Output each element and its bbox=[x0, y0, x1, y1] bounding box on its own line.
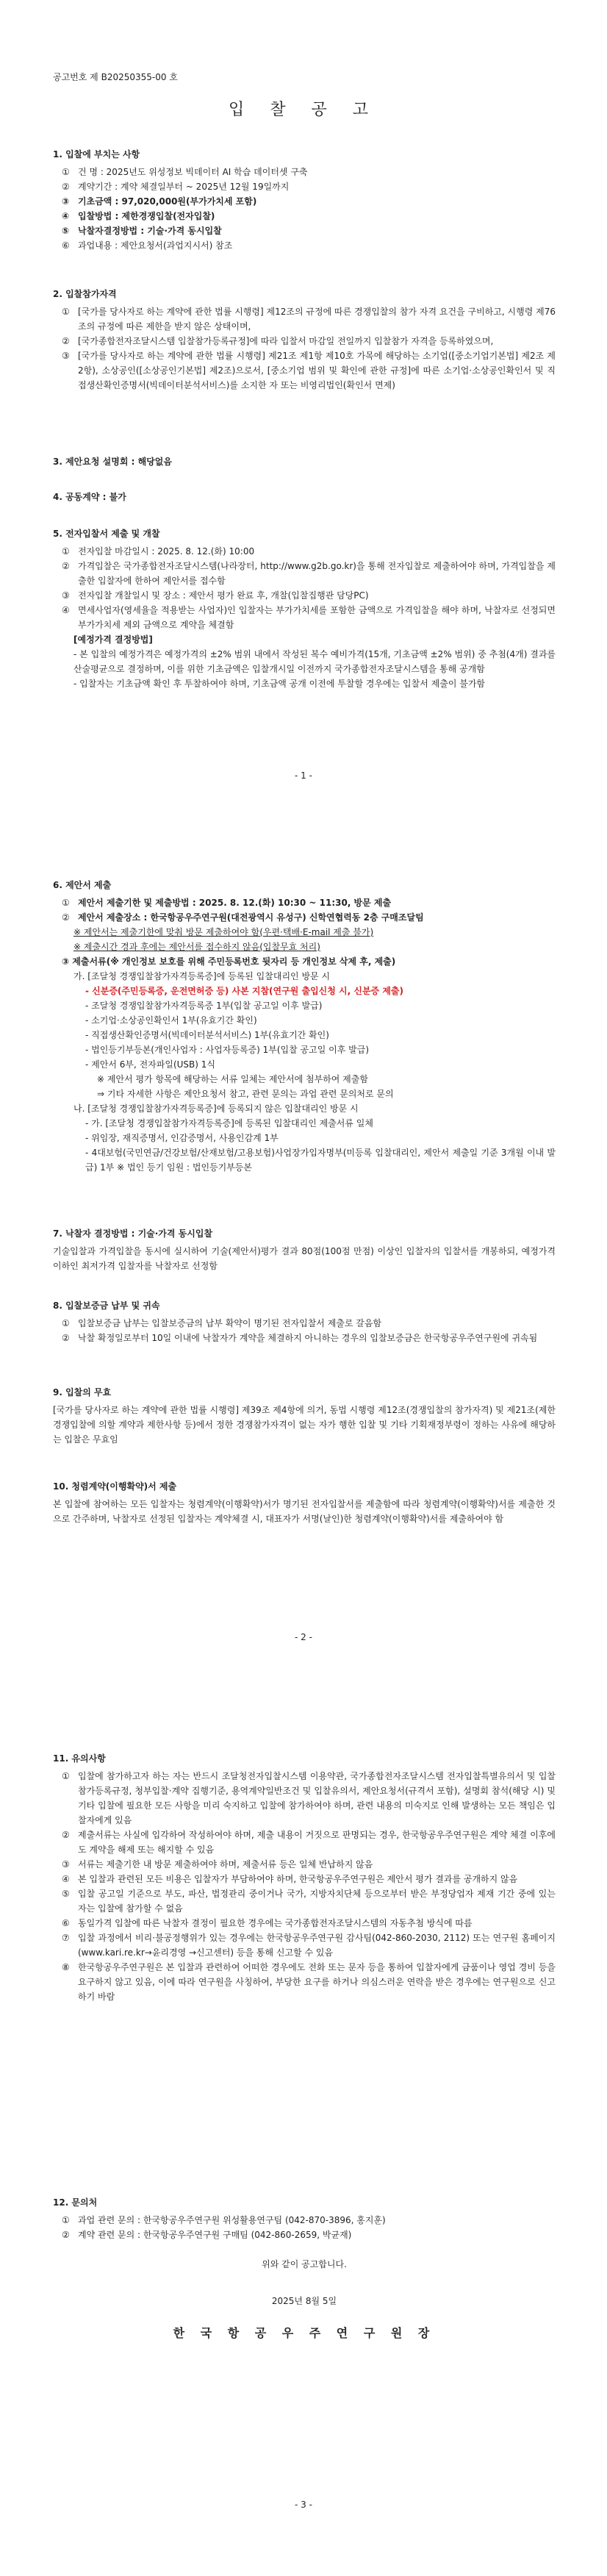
list-item: ② 계약기간 : 계약 체결일부터 ~ 2025년 12월 19일까지 bbox=[62, 182, 290, 192]
list-item: - 조달청 경쟁입찰참가자격등록증 1부(입찰 공고일 이후 발급) bbox=[85, 1001, 323, 1011]
list-item: - 직접생산확인증명서(빅데이터분석서비스) 1부(유효기간 확인) bbox=[85, 1030, 329, 1040]
docs-group-a: 가. [조달청 경쟁입찰참가자격등록증]에 등록된 입찰대리인 방문 시 bbox=[73, 971, 331, 981]
list-item: ⑤ 입찰 공고일 기준으로 부도, 파산, 법정관리 중이거나 국가, 지방자치단체 등으로부터 받은 부정당업자 제재 기간 중에 있는 자는 입찰에 참가할 수 없음 bbox=[62, 1889, 556, 1914]
signature: 한 국 항 공 우 주 연 구 원 장 bbox=[173, 2326, 436, 2340]
section-4: 4. 공동계약 : 불가 bbox=[53, 492, 126, 502]
list-item: ③ 서류는 제출기한 내 방문 제출하여야 하며, 제출서류 등은 일체 반납하지 않음 bbox=[62, 1859, 373, 1870]
section-9 bbox=[53, 1385, 556, 1447]
page-2 bbox=[0, 859, 607, 1717]
list-item: ③ 전자입찰 개찰일시 및 장소 : 제안서 평가 완료 후, 개찰(입찰집행관 담당PC) bbox=[62, 590, 369, 601]
section-12 bbox=[53, 2195, 556, 2242]
section-11 bbox=[53, 1751, 556, 2004]
list-item: ① 입찰에 참가하고자 하는 자는 반드시 조달청전자입찰시스템 이용약관, 국가종합전자조달시스템 전자입찰특별유의서 및 입찰참가등록규정, 청부입찰·계약 집행기준, 용역계약일반조건 및 입찰유의서, 제안요청서(규격서 포함), 설명회 참석(해당 시) 및 기타 입찰에 필요한 모든 사항을 미리 숙지하고 입찰에 참가하여야 하며, 관련 내용의 미숙지로 인해 발생하는 모든 책임은 입찰자에게 있음 bbox=[62, 1771, 556, 1825]
list-item: - 소기업·소상공인확인서 1부(유효기간 확인) bbox=[85, 1015, 257, 1026]
page-1 bbox=[0, 0, 607, 859]
list-item: - 제안서 6부, 전자파일(USB) 1식 bbox=[85, 1059, 215, 1070]
list-item: ⑧ 한국항공우주연구원은 본 입찰과 관련하여 어떠한 경우에도 전화 또는 문자 등을 통하여 입찰자에게 금품이나 영업 경비 등을 요구하지 않고 있음, 이에 따라 연구원을 사칭하여, 부당한 요구를 하거나 의심스러운 연락을 받은 경우에는 연구원으로 신고하기 바람 bbox=[62, 1962, 556, 2002]
section-7 bbox=[53, 1226, 556, 1273]
section-3: 3. 제안요청 설명회 : 해당없음 bbox=[53, 457, 172, 467]
list-item: ② 낙찰 확정일로부터 10일 이내에 낙찰자가 계약을 체결하지 아니하는 경우의 입찰보증금은 한국항공우주연구원에 귀속됨 bbox=[62, 1333, 538, 1343]
list-item: ② 제출서류는 사실에 입각하여 작성하여야 하며, 제출 내용이 거짓으로 판명되는 경우, 한국항공우주연구원은 계약 체결 이후에도 계약을 해제 또는 해지할 수 있음 bbox=[62, 1830, 556, 1855]
list-item: ① 건 명 : 2025년도 위성정보 빅데이터 AI 학습 데이터셋 구축 bbox=[62, 167, 308, 177]
list-item: - 입찰자는 기초금액 확인 후 투찰하여야 하며, 기초금액 공개 이전에 투찰할 경우에는 입찰서 제출이 불가함 bbox=[73, 679, 486, 689]
list-item: ④ 본 입찰과 관련된 모든 비용은 입찰자가 부담하여야 하며, 한국항공우주연구원은 제안서 평가 결과를 공개하지 않음 bbox=[62, 1874, 518, 1884]
section-heading: 11. 유의사항 bbox=[53, 1753, 106, 1764]
section-heading: 9. 입찰의 무효 bbox=[53, 1387, 112, 1398]
list-item: - 법인등기부등본(개인사업자 : 사업자등록증) 1부(입찰 공고일 이후 발급) bbox=[85, 1045, 370, 1055]
list-item: ④ 입찰방법 : 제한경쟁입찰(전자입찰) bbox=[62, 211, 215, 221]
notice-number: 공고번호 제 B20250355-00 호 bbox=[53, 72, 178, 82]
section-body: [국가를 당사자로 하는 계약에 관한 법률 시행령] 제39조 제4항에 의거, 동법 시행령 제12조(경쟁입찰의 참가자격) 및 제21조(제한경쟁입찰에 의할 계약과 제한사항 등)에서 정한 경쟁참가자격이 없는 자가 행한 입찰 및 기타 기획재정부령이 정하는 사유에 해당하는 입찰은 무효임 bbox=[53, 1405, 556, 1445]
section-heading: 6. 제안서 제출 bbox=[53, 880, 112, 890]
section-5 bbox=[53, 526, 556, 691]
list-item: ① 전자입찰 마감일시 : 2025. 8. 12.(화) 10:00 bbox=[62, 546, 255, 557]
section-2 bbox=[53, 287, 556, 393]
section-8 bbox=[53, 1298, 556, 1345]
list-item: - 신분증(주민등록증, 운전면허증 등) 사본 지참(연구원 출입신청 시, 신분증 제출) bbox=[85, 986, 403, 996]
list-item: ③ [국가를 당사자로 하는 계약에 관한 법률 시행령] 제21조 제1항 제10호 가목에 해당하는 소기업([중소기업기본법] 제2조 제2항), 소상공인([소상공인기본법] 제2조)으로서, [중소기업 범위 및 확인에 관한 규정]에 따른 소기업·소상공인확인서 및 직접생산확인증명서(빅데이터분석서비스)를 소지한 자 또는 비영리법인(확인서 면제) bbox=[62, 351, 556, 390]
closing-text: 위와 같이 공고합니다. bbox=[262, 2259, 347, 2269]
page-number: - 1 - bbox=[295, 770, 312, 781]
list-item: - 위임장, 재직증명서, 인감증명서, 사용인감계 1부 bbox=[85, 1133, 279, 1143]
page-number: - 3 - bbox=[295, 2500, 312, 2510]
section-heading: 8. 입찰보증금 납부 및 귀속 bbox=[53, 1300, 160, 1311]
note: ※ 제안서는 제출기한에 맞춰 방문 제출하여야 함(우편·택배·E-mail 제출 불가) bbox=[73, 927, 374, 937]
document-title: 입 찰 공 고 bbox=[229, 101, 378, 119]
section-6 bbox=[53, 878, 556, 1175]
list-item: ② 제안서 제출장소 : 한국항공우주연구원(대전광역시 유성구) 신학연협력동 2층 구매조달팀 bbox=[62, 912, 424, 923]
list-item: ① 입찰보증금 납부는 입찰보증금의 납부 확약이 명기된 전자입찰서 제출로 갈음함 bbox=[62, 1318, 382, 1328]
section-heading: 1. 입찰에 부치는 사항 bbox=[53, 149, 140, 160]
list-item: ② 가격입찰은 국가종합전자조달시스템(나라장터, http://www.g2b.go.kr)을 통해 전자입찰로 제출하여야 하며, 가격입찰을 제출한 입찰자에 한하여 제안서를 접수함 bbox=[62, 561, 556, 586]
list-item: ① 과업 관련 문의 : 한국항공우주연구원 위성활용연구팀 (042-870-3896, 홍지훈) bbox=[62, 2215, 386, 2225]
list-item: ③ 기초금액 : 97,020,000원(부가가치세 포함) bbox=[62, 196, 257, 207]
note: ⇒ 기타 자세한 사항은 제안요청서 참고, 관련 문의는 과업 관련 문의처로 문의 bbox=[97, 1089, 394, 1099]
section-10 bbox=[53, 1479, 556, 1526]
price-method-heading: [예정가격 결정방법] bbox=[73, 634, 153, 645]
page-3 bbox=[0, 1717, 607, 2576]
list-item: ② [국가종합전자조달시스템 입찰참가등록규정]에 따라 입찰서 마감일 전일까지 입찰참가 자격을 등록하였으며, bbox=[62, 336, 494, 346]
section-body: 기술입찰과 가격입찰을 동시에 실시하여 기술(제안서)평가 결과 80점(100점 만점) 이상인 입찰자의 입찰서를 개봉하되, 예정가격 이하인 최저가격 입찰자를 낙찰자로 선정함 bbox=[53, 1246, 556, 1271]
list-item: - 가. [조달청 경쟁입찰참가자격등록증]에 등록된 입찰대리인 제출서류 일체 bbox=[85, 1118, 373, 1128]
section-heading: 10. 청렴계약(이행확약)서 제출 bbox=[53, 1481, 177, 1492]
list-item: ⑦ 입찰 과정에서 비리·불공정행위가 있는 경우에는 한국항공우주연구원 감사팀(042-860-2030, 2112) 또는 연구원 홈페이지(www.kari.re.kr→윤리경영 →신고센터) 등을 통해 신고할 수 있음 bbox=[62, 1933, 556, 1958]
list-item: - 4대보험(국민연금/건강보험/산재보험/고용보험)사업장가입자명부(미등록 입찰대리인, 제안서 제출일 기준 3개월 이내 발급) 1부 ※ 법인 등기 임원 : 법인등기부등본 bbox=[85, 1148, 556, 1173]
submission-docs-heading: ③ 제출서류(※ 개인정보 보호를 위해 주민등록번호 뒷자리 등 개인정보 삭제 후, 제출) bbox=[62, 956, 396, 967]
section-body: 본 입찰에 참여하는 모든 입찰자는 청렴계약(이행확약)서가 명기된 전자입찰서를 제출함에 따라 청렴계약(이행확약)서를 제출한 것으로 간주하며, 낙찰자로 선정된 입찰자는 계약체결 시, 대표자가 서명(날인)한 청렴계약(이행확약)서를 제출하여야 함 bbox=[53, 1499, 556, 1524]
list-item: ① 제안서 제출기한 및 제출방법 : 2025. 8. 12.(화) 10:30 ~ 11:30, 방문 제출 bbox=[62, 898, 392, 908]
list-item: ⑥ 동일가격 입찰에 따른 낙찰자 결정이 필요한 경우에는 국가종합전자조달시스템의 자동추첨 방식에 따름 bbox=[62, 1918, 473, 1928]
list-item: ④ 면세사업자(영세율을 적용받는 사업자)인 입찰자는 부가가치세를 포함한 금액으로 가격입찰을 해야 하며, 낙찰자로 선정되면 부가가치세 제외 금액으로 계약을 체결함 bbox=[62, 605, 556, 630]
section-heading: 7. 낙찰자 결정방법 : 기술·가격 동시입찰 bbox=[53, 1228, 213, 1239]
note: ※ 제출시간 경과 후에는 제안서를 접수하지 않음(입찰무효 처리) bbox=[73, 942, 320, 952]
list-item: - 본 입찰의 예정가격은 예정가격의 ±2% 범위 내에서 작성된 복수 예비가격(15개, 기초금액 ±2% 범위) 중 추첨(4개) 결과를 산술평균으로 결정하며, 이를 위한 기초금액은 입찰개시일 이전까지 국가종합전자조달시스템을 통해 공개함 bbox=[73, 649, 556, 674]
section-heading: 2. 입찰참가자격 bbox=[53, 289, 117, 299]
list-item: ⑤ 낙찰자결정방법 : 기술·가격 동시입찰 bbox=[62, 226, 222, 236]
note: ※ 제안서 평가 항목에 해당하는 서류 일체는 제안서에 첨부하여 제출함 bbox=[97, 1074, 368, 1084]
section-heading: 5. 전자입찰서 제출 및 개찰 bbox=[53, 529, 160, 539]
list-item: ① [국가를 당사자로 하는 계약에 관한 법률 시행령] 제12조의 규정에 따른 경쟁입찰의 참가 자격 요건을 구비하고, 시행령 제76조의 규정에 따른 제한을 받지 않은 상태이며, bbox=[62, 307, 556, 332]
docs-group-b: 나. [조달청 경쟁입찰참가자격등록증]에 등록되지 않은 입찰대리인 방문 시 bbox=[73, 1103, 359, 1114]
list-item: ⑥ 과업내용 : 제안요청서(과업지시서) 참조 bbox=[62, 240, 233, 251]
page-number: - 2 - bbox=[295, 1632, 312, 1642]
section-heading: 12. 문의처 bbox=[53, 2197, 98, 2208]
section-1 bbox=[53, 147, 556, 253]
notice-date: 2025년 8월 5일 bbox=[271, 2296, 337, 2306]
list-item: ② 계약 관련 문의 : 한국항공우주연구원 구매팀 (042-860-2659, 박균재) bbox=[62, 2230, 352, 2240]
